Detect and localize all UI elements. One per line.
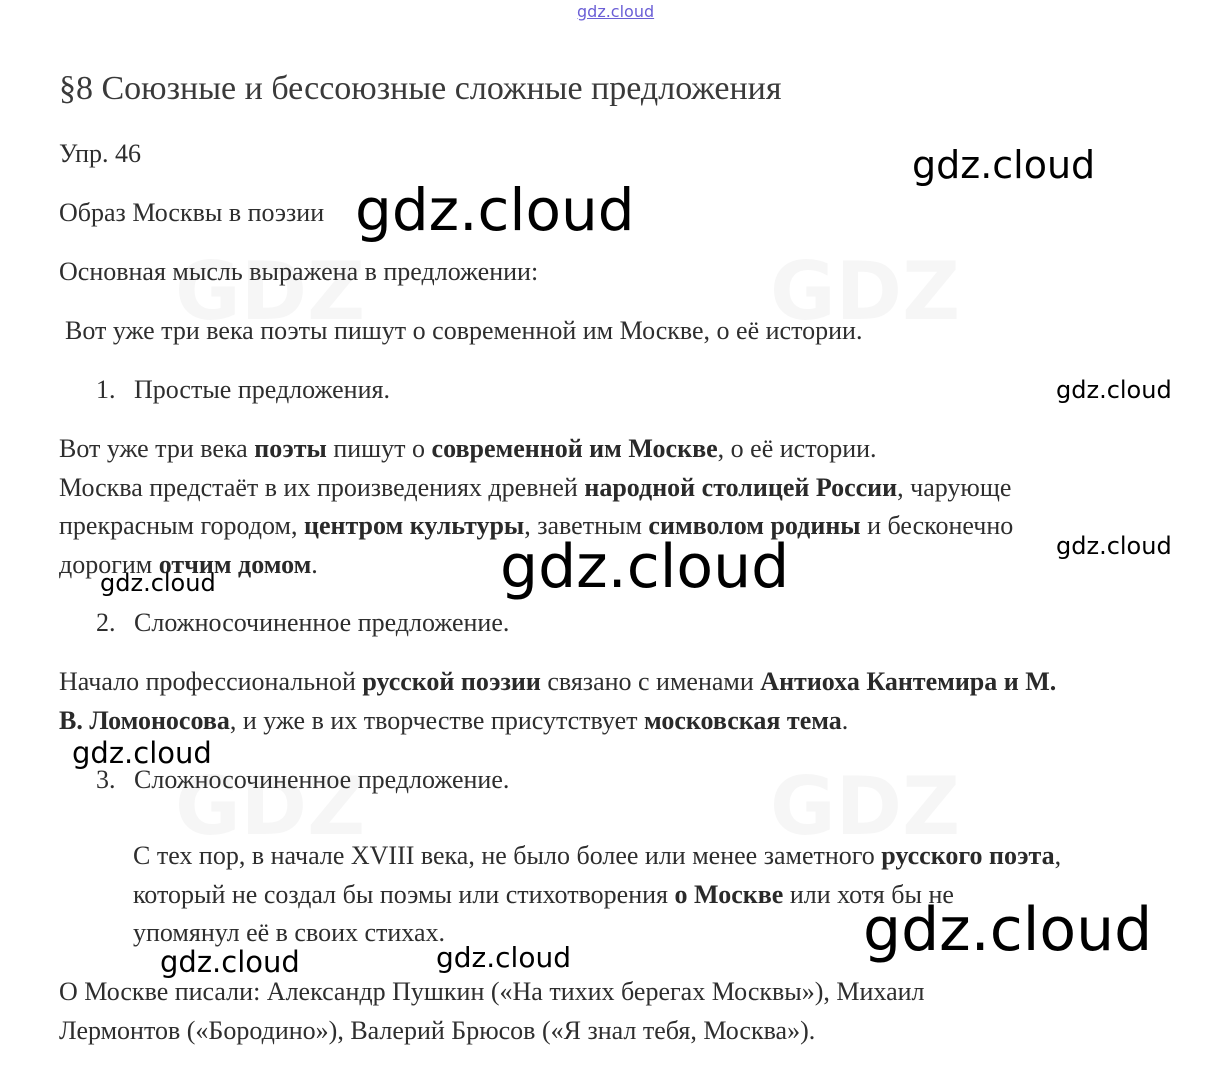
paragraph-poets bbox=[59, 973, 925, 1050]
watermark-gdz-cloud: gdz.cloud bbox=[436, 941, 571, 974]
main-thought-sentence: Вот уже три века поэты пишут о современной им Москве, о её истории. bbox=[65, 316, 863, 345]
text-line: прекрасным городом, центром культуры, заветным символом родины и бесконечно bbox=[59, 511, 1014, 540]
list-item-number: 3. bbox=[96, 765, 116, 794]
page-title: §8 Союзные и бессоюзные сложные предложения bbox=[59, 70, 782, 107]
watermark-gdz-cloud: gdz.cloud bbox=[72, 736, 212, 770]
text-line: С тех пор, в начале XVIII века, не было более или менее заметного русского поэта, bbox=[133, 841, 1062, 870]
list-item-1 bbox=[96, 371, 390, 410]
text-line: Вот уже три века поэты пишут о современной им Москве, о её истории. bbox=[59, 434, 877, 463]
list-item-number: 2. bbox=[96, 608, 116, 637]
watermark-gdz-cloud: gdz.cloud bbox=[912, 143, 1096, 187]
text-line: Москва предстаёт в их произведениях древней народной столицей России, чарующе bbox=[59, 472, 1012, 502]
text-line: упомянул её в своих стихах. bbox=[133, 918, 445, 947]
exercise-number: Упр. 46 bbox=[59, 139, 142, 168]
watermark-gdz-cloud: gdz.cloud bbox=[160, 945, 300, 979]
main-thought-intro: Основная мысль выражена в предложении: bbox=[59, 257, 539, 286]
text-line: который не создал бы поэмы или стихотворения о Москве или хотя бы не bbox=[133, 879, 954, 909]
list-item-number: 1. bbox=[96, 375, 116, 404]
list-item-label: Простые предложения. bbox=[134, 375, 390, 404]
watermark-gdz-cloud: gdz.cloud bbox=[100, 569, 216, 597]
theme-line: Образ Москвы в поэзии bbox=[59, 198, 325, 227]
paragraph-compound-1 bbox=[59, 663, 1056, 740]
text-line: В. Ломоносова, и уже в их творчестве присутствует московская тема. bbox=[59, 705, 849, 735]
watermark-gdz-cloud: gdz.cloud bbox=[1056, 532, 1172, 560]
text-line: О Москве писали: Александр Пушкин («На тихих берегах Москвы»), Михаил bbox=[59, 977, 925, 1006]
list-item-label: Сложносочиненное предложение. bbox=[134, 608, 510, 637]
watermark-gdz-cloud: gdz.cloud bbox=[500, 532, 790, 602]
watermark-gdz-cloud: gdz.cloud bbox=[863, 895, 1153, 965]
text-line: Лермонтов («Бородино»), Валерий Брюсов («Я знал тебя, Москва»). bbox=[59, 1015, 816, 1045]
top-site-link[interactable]: gdz.cloud bbox=[577, 2, 655, 21]
text-line: Начало профессиональной русской поэзии связано с именами Антиоха Кантемира и М. bbox=[59, 667, 1057, 696]
watermark-gdz-cloud: gdz.cloud bbox=[355, 176, 635, 244]
list-item-2 bbox=[96, 604, 509, 643]
watermark-gdz-cloud: gdz.cloud bbox=[1056, 376, 1172, 404]
text-line: дорогим отчим домом. bbox=[59, 549, 318, 579]
list-item-label: Сложносочиненное предложение. bbox=[134, 765, 510, 794]
